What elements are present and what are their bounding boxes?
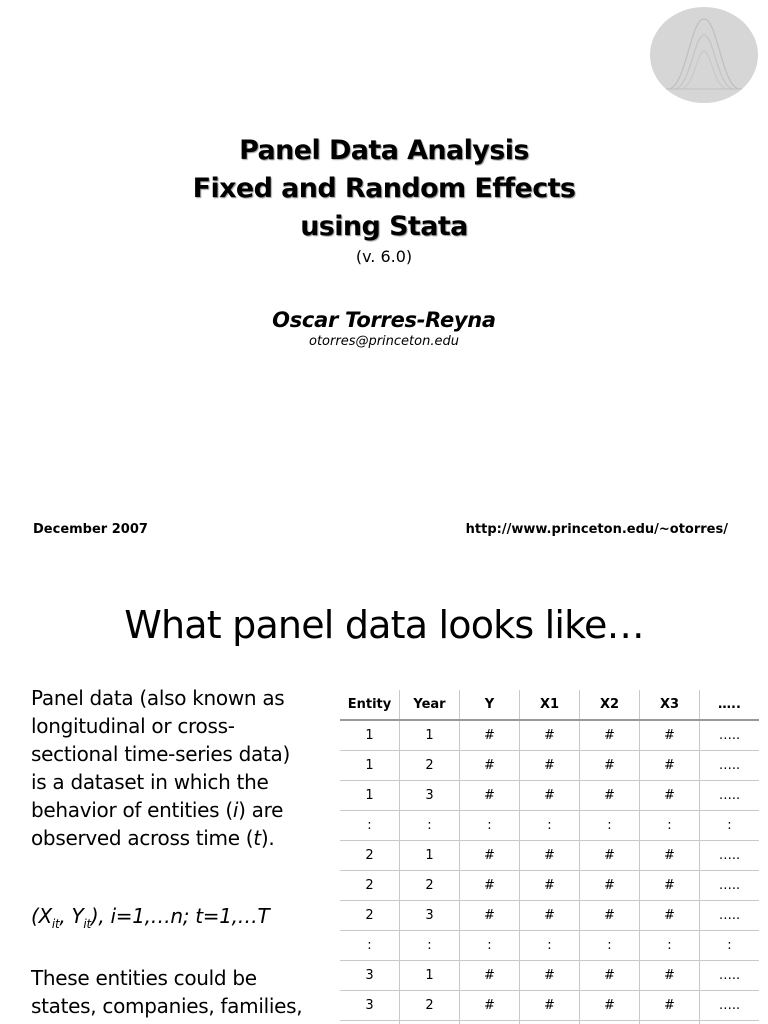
paragraph-line: is a dataset in which the — [31, 770, 269, 794]
table-cell — [580, 1021, 640, 1024]
table-cell: # — [520, 720, 580, 751]
table-cell: : — [700, 811, 760, 841]
panel-data-definition — [31, 684, 331, 852]
table-cell: 3 — [400, 781, 460, 811]
table-cell: 2 — [340, 871, 400, 901]
column-header: Entity — [340, 690, 400, 720]
table-cell: 2 — [340, 901, 400, 931]
slide-heading: What panel data looks like… — [124, 603, 644, 647]
table-cell: 2 — [400, 991, 460, 1021]
formula-x: X — [38, 904, 52, 928]
table-cell: # — [460, 961, 520, 991]
table-cell: # — [520, 961, 580, 991]
text-run: ). — [260, 826, 275, 850]
table-cell: # — [640, 901, 700, 931]
table-cell: # — [640, 720, 700, 751]
table-cell: : — [340, 811, 400, 841]
paragraph-line — [31, 796, 331, 824]
table-cell: # — [460, 871, 520, 901]
table-cell: # — [520, 991, 580, 1021]
version-label: (v. 6.0) — [355, 247, 413, 266]
table-cell — [400, 1021, 460, 1024]
table-cell: 1 — [400, 961, 460, 991]
table-cell: # — [520, 751, 580, 781]
table-cell: 2 — [400, 871, 460, 901]
column-header: X2 — [580, 690, 640, 720]
table-row — [340, 781, 759, 811]
author-name: Oscar Torres-Reyna — [272, 308, 496, 332]
table-cell: : — [460, 931, 520, 961]
column-header: X3 — [640, 690, 700, 720]
index-formula: ($X_{it}$, $Y_{it}$), i=1,…n; t=1,…T — [31, 904, 270, 931]
table-cell — [340, 1021, 400, 1024]
table-cell: # — [640, 841, 700, 871]
table-cell: # — [580, 781, 640, 811]
column-header: X1 — [520, 690, 580, 720]
table-cell: : — [520, 811, 580, 841]
table-row — [340, 991, 759, 1021]
presentation-title — [0, 132, 768, 246]
table-cell: ….. — [700, 871, 760, 901]
table-cell: : — [400, 931, 460, 961]
table-cell: # — [460, 781, 520, 811]
table-cell — [640, 1021, 700, 1024]
table-cell — [700, 1021, 760, 1024]
panel-data-slide — [0, 572, 768, 1024]
table-row — [340, 931, 759, 961]
table-cell: 1 — [340, 781, 400, 811]
column-header: Year — [400, 690, 460, 720]
table-cell: # — [580, 901, 640, 931]
table-cell: # — [460, 841, 520, 871]
paragraph-line: Panel data (also known as — [31, 686, 285, 710]
title-line-2: Fixed and Random Effects — [192, 173, 576, 204]
paragraph-line: longitudinal or cross- — [31, 714, 235, 738]
table-row — [340, 811, 759, 841]
formula-y: Y — [71, 904, 84, 928]
paragraph-line: These entities could be — [31, 966, 257, 990]
table-cell: 3 — [340, 991, 400, 1021]
title-line-3: using Stata — [300, 211, 468, 242]
table-body — [340, 720, 759, 1024]
table-cell — [460, 1021, 520, 1024]
table-header-row — [340, 690, 759, 720]
table-row — [340, 961, 759, 991]
table-cell: # — [520, 871, 580, 901]
table-cell: # — [460, 751, 520, 781]
table-cell: # — [640, 871, 700, 901]
entities-paragraph — [31, 964, 331, 1020]
table-cell: 1 — [400, 720, 460, 751]
table-row — [340, 901, 759, 931]
table-cell: 2 — [400, 751, 460, 781]
table-cell: ….. — [700, 751, 760, 781]
table-row — [340, 871, 759, 901]
table-cell: # — [580, 841, 640, 871]
table-cell: # — [460, 991, 520, 1021]
website-link[interactable]: http://www.princeton.edu/~otorres/ — [465, 522, 728, 537]
text-run: ) are — [238, 798, 284, 822]
table-cell: : — [340, 931, 400, 961]
table-row — [340, 720, 759, 751]
table-row — [340, 1021, 759, 1024]
column-header: Y — [460, 690, 520, 720]
table-cell: 3 — [400, 901, 460, 931]
title-line-1: Panel Data Analysis — [239, 135, 529, 166]
table-cell: : — [640, 931, 700, 961]
table-cell: 2 — [340, 841, 400, 871]
author-email[interactable]: otorres@princeton.edu — [309, 334, 459, 349]
formula-y-sub: it — [83, 917, 91, 931]
paragraph-line: sectional time-series data) — [31, 742, 290, 766]
table-cell: # — [460, 720, 520, 751]
table-cell: : — [580, 931, 640, 961]
table-cell: ….. — [700, 720, 760, 751]
table-cell: # — [580, 961, 640, 991]
table-cell: 1 — [340, 720, 400, 751]
table-cell: ….. — [700, 901, 760, 931]
table-cell: : — [640, 811, 700, 841]
column-header: ….. — [700, 690, 760, 720]
table-cell: 1 — [340, 751, 400, 781]
table-cell: # — [640, 751, 700, 781]
bell-curves-logo-icon — [650, 7, 758, 103]
table-cell: 1 — [400, 841, 460, 871]
table-cell: # — [580, 720, 640, 751]
text-run: behavior of entities ( — [31, 798, 233, 822]
table-row — [340, 841, 759, 871]
table-cell: : — [700, 931, 760, 961]
table-cell: # — [640, 781, 700, 811]
table-cell: # — [460, 901, 520, 931]
table-cell: # — [580, 751, 640, 781]
table-cell: : — [400, 811, 460, 841]
paragraph-line — [31, 824, 331, 852]
table-cell: ….. — [700, 781, 760, 811]
table-cell: : — [520, 931, 580, 961]
paragraph-line: states, companies, families, — [31, 994, 303, 1018]
table-cell: 3 — [340, 961, 400, 991]
table-cell — [520, 1021, 580, 1024]
table-cell: : — [580, 811, 640, 841]
table-cell: ….. — [700, 961, 760, 991]
panel-data-table — [340, 690, 759, 1024]
table-cell: : — [460, 811, 520, 841]
table-row — [340, 751, 759, 781]
table-cell: # — [640, 961, 700, 991]
date-label: December 2007 — [33, 522, 148, 537]
table-cell: # — [520, 781, 580, 811]
time-index-var: t — [253, 826, 261, 850]
table-cell: # — [640, 991, 700, 1021]
table-cell: # — [580, 871, 640, 901]
formula-rest: ), i=1,…n; t=1,…T — [90, 904, 270, 928]
table-cell: # — [520, 841, 580, 871]
table-cell: # — [520, 901, 580, 931]
formula-x-sub: it — [51, 917, 60, 931]
table-cell: ….. — [700, 991, 760, 1021]
table-cell: ….. — [700, 841, 760, 871]
entity-index-var: i — [232, 798, 239, 822]
table-cell: # — [580, 991, 640, 1021]
text-run: observed across time ( — [31, 826, 254, 850]
